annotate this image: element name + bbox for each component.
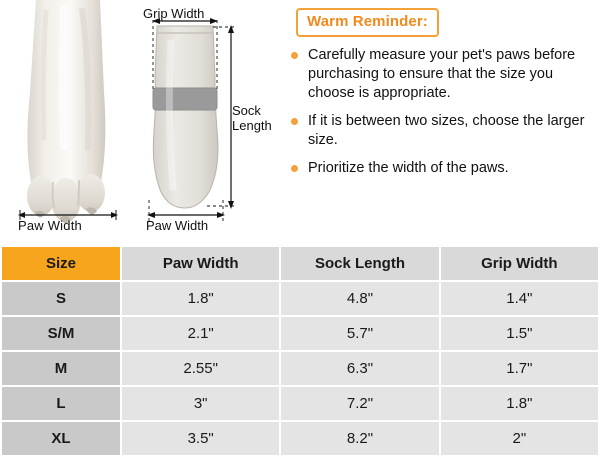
cell-size: L	[2, 387, 120, 420]
reminder-bullet-list	[288, 46, 592, 178]
table-row	[2, 317, 598, 350]
cell-grip-width: 1.7"	[441, 352, 598, 385]
bullet-dot-icon	[291, 165, 298, 172]
header-paw-width: Paw Width	[122, 247, 279, 280]
cell-size: S/M	[2, 317, 120, 350]
cell-size: M	[2, 352, 120, 385]
reminder-bullet-3-text: Prioritize the width of the paws.	[308, 160, 509, 176]
cell-paw-width: 3.5"	[122, 422, 279, 455]
reminder-bullet-2	[288, 112, 592, 150]
cell-sock-length: 4.8"	[281, 282, 438, 315]
size-table-wrap	[0, 245, 600, 457]
warm-reminder-block	[288, 8, 592, 187]
reminder-bullet-3	[288, 159, 592, 178]
sock-paw-width-label: Paw Width	[146, 218, 209, 233]
table-row	[2, 352, 598, 385]
cell-paw-width: 2.1"	[122, 317, 279, 350]
table-row	[2, 422, 598, 455]
sock-length-label-line1: Sock	[232, 103, 261, 118]
grip-width-label: Grip Width	[143, 6, 205, 21]
cell-sock-length: 7.2"	[281, 387, 438, 420]
reminder-title: Warm Reminder:	[307, 13, 428, 30]
reminder-title-box	[296, 8, 439, 37]
cell-size: S	[2, 282, 120, 315]
paw-illustration	[8, 0, 130, 240]
bullet-dot-icon	[291, 52, 298, 59]
cell-grip-width: 1.8"	[441, 387, 598, 420]
cell-paw-width: 1.8"	[122, 282, 279, 315]
table-row	[2, 387, 598, 420]
cell-sock-length: 5.7"	[281, 317, 438, 350]
paw-width-label: Paw Width	[18, 218, 82, 233]
sock-length-label	[232, 103, 280, 133]
size-table-body	[2, 282, 598, 455]
header-grip-width: Grip Width	[441, 247, 598, 280]
cell-size: XL	[2, 422, 120, 455]
dog-paw-photo	[8, 0, 130, 240]
bullet-dot-icon	[291, 118, 298, 125]
cell-paw-width: 3"	[122, 387, 279, 420]
reminder-bullet-1-text: Carefully measure your pet's paws before purchasing to ensure that the size you choose is appropriate.	[308, 47, 576, 101]
cell-grip-width: 1.4"	[441, 282, 598, 315]
reminder-bullet-2-text: If it is between two sizes, choose the larger size.	[308, 113, 585, 148]
table-row	[2, 282, 598, 315]
cell-grip-width: 1.5"	[441, 317, 598, 350]
size-table	[0, 245, 600, 457]
header-sock-length: Sock Length	[281, 247, 438, 280]
header-size: Size	[2, 247, 120, 280]
cell-sock-length: 8.2"	[281, 422, 438, 455]
size-table-head	[2, 247, 598, 280]
cell-sock-length: 6.3"	[281, 352, 438, 385]
table-header-row	[2, 247, 598, 280]
reminder-bullet-1	[288, 46, 592, 103]
cell-paw-width: 2.55"	[122, 352, 279, 385]
sock-length-label-line2: Length	[232, 118, 272, 133]
cell-grip-width: 2"	[441, 422, 598, 455]
